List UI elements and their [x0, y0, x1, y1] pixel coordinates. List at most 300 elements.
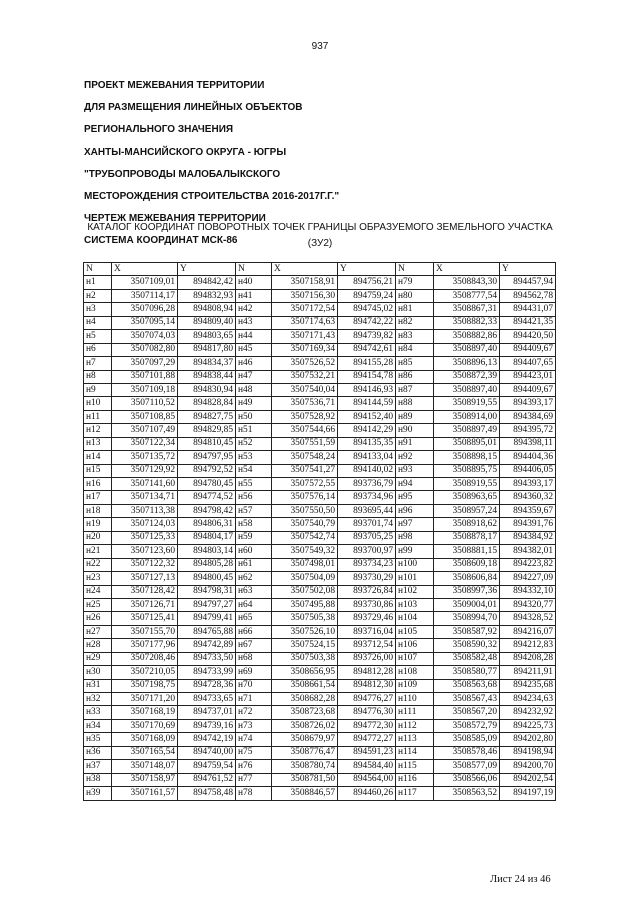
point-id-cell: н31	[84, 679, 112, 692]
table-row	[84, 397, 556, 410]
y-coordinate-cell: 894798,42	[178, 504, 236, 517]
table-row	[84, 719, 556, 732]
point-id-cell: н13	[84, 437, 112, 450]
caption-subtitle: (ЗУ2)	[307, 238, 333, 249]
point-id-cell: н115	[396, 760, 434, 773]
x-coordinate-cell: 3508606,84	[434, 572, 500, 585]
x-coordinate-cell: 3508843,30	[434, 276, 500, 289]
y-coordinate-cell: 894202,80	[500, 733, 556, 746]
table-row	[84, 316, 556, 329]
x-coordinate-cell: 3508919,55	[434, 478, 500, 491]
column-header: X	[434, 263, 500, 276]
page-number: 937	[311, 41, 329, 52]
point-id-cell: н2	[84, 289, 112, 302]
x-coordinate-cell: 3508957,24	[434, 504, 500, 517]
header-line: ХАНТЫ-МАНСИЙСКОГО ОКРУГА - ЮГРЫ	[84, 146, 287, 158]
table-row	[84, 773, 556, 786]
y-coordinate-cell: 894391,76	[500, 518, 556, 531]
y-coordinate-cell: 893726,84	[338, 585, 396, 598]
point-id-cell: н7	[84, 357, 112, 370]
x-coordinate-cell: 3507113,38	[112, 504, 178, 517]
y-coordinate-cell: 893730,29	[338, 572, 396, 585]
point-id-cell: н76	[236, 760, 272, 773]
y-coordinate-cell: 894803,65	[178, 330, 236, 343]
point-id-cell: н67	[236, 639, 272, 652]
y-coordinate-cell: 893734,23	[338, 558, 396, 571]
point-id-cell: н52	[236, 437, 272, 450]
y-coordinate-cell: 893712,54	[338, 639, 396, 652]
y-coordinate-cell: 894223,82	[500, 558, 556, 571]
header-line: ДЛЯ РАЗМЕЩЕНИЯ ЛИНЕЙНЫХ ОБЪЕКТОВ	[84, 102, 303, 114]
point-id-cell: н90	[396, 424, 434, 437]
point-id-cell: н3	[84, 303, 112, 316]
y-coordinate-cell: 893734,96	[338, 491, 396, 504]
table-row	[84, 276, 556, 289]
point-id-cell: н62	[236, 572, 272, 585]
point-id-cell: н55	[236, 478, 272, 491]
x-coordinate-cell: 3508897,40	[434, 383, 500, 396]
x-coordinate-cell: 3508776,47	[272, 746, 338, 759]
y-coordinate-cell: 894834,37	[178, 357, 236, 370]
point-id-cell: н114	[396, 746, 434, 759]
table-row	[84, 370, 556, 383]
y-coordinate-cell: 894742,89	[178, 639, 236, 652]
x-coordinate-cell: 3508566,06	[434, 773, 500, 786]
point-id-cell: н63	[236, 585, 272, 598]
point-id-cell: н93	[396, 464, 434, 477]
y-coordinate-cell: 894742,22	[338, 316, 396, 329]
point-id-cell: н88	[396, 397, 434, 410]
point-id-cell: н92	[396, 451, 434, 464]
point-id-cell: н89	[396, 410, 434, 423]
y-coordinate-cell: 893736,79	[338, 478, 396, 491]
table-row	[84, 478, 556, 491]
y-coordinate-cell: 894812,30	[338, 679, 396, 692]
sheet-number: Лист 24 из 46	[490, 874, 551, 885]
y-coordinate-cell: 894320,77	[500, 598, 556, 611]
column-header: N	[396, 263, 434, 276]
x-coordinate-cell: 3507495,88	[272, 598, 338, 611]
y-coordinate-cell: 894838,44	[178, 370, 236, 383]
point-id-cell: н29	[84, 652, 112, 665]
table-row	[84, 330, 556, 343]
point-id-cell: н43	[236, 316, 272, 329]
y-coordinate-cell: 894772,27	[338, 733, 396, 746]
x-coordinate-cell: 3507165,54	[112, 746, 178, 759]
y-coordinate-cell: 894232,92	[500, 706, 556, 719]
y-coordinate-cell: 894393,17	[500, 478, 556, 491]
y-coordinate-cell: 894808,94	[178, 303, 236, 316]
y-coordinate-cell: 894830,94	[178, 383, 236, 396]
point-id-cell: н25	[84, 598, 112, 611]
x-coordinate-cell: 3508723,68	[272, 706, 338, 719]
table-row	[84, 383, 556, 396]
y-coordinate-cell: 894780,45	[178, 478, 236, 491]
coordinates-table	[83, 262, 556, 801]
y-coordinate-cell: 894733,65	[178, 693, 236, 706]
point-id-cell: н20	[84, 531, 112, 544]
y-coordinate-cell: 893716,04	[338, 625, 396, 638]
point-id-cell: н36	[84, 746, 112, 759]
x-coordinate-cell: 3507524,15	[272, 639, 338, 652]
y-coordinate-cell: 894133,04	[338, 451, 396, 464]
y-coordinate-cell: 894798,31	[178, 585, 236, 598]
y-coordinate-cell: 893726,00	[338, 652, 396, 665]
x-coordinate-cell: 3508897,49	[434, 424, 500, 437]
y-coordinate-cell: 894457,94	[500, 276, 556, 289]
y-coordinate-cell: 894197,19	[500, 787, 556, 800]
x-coordinate-cell: 3508994,70	[434, 612, 500, 625]
y-coordinate-cell: 894761,52	[178, 773, 236, 786]
y-coordinate-cell: 894758,48	[178, 787, 236, 800]
x-coordinate-cell: 3507171,43	[272, 330, 338, 343]
x-coordinate-cell: 3507504,09	[272, 572, 338, 585]
x-coordinate-cell: 3507097,29	[112, 357, 178, 370]
point-id-cell: н101	[396, 572, 434, 585]
x-coordinate-cell: 3507532,21	[272, 370, 338, 383]
y-coordinate-cell: 894739,82	[338, 330, 396, 343]
point-id-cell: н108	[396, 666, 434, 679]
point-id-cell: н61	[236, 558, 272, 571]
y-coordinate-cell: 894227,09	[500, 572, 556, 585]
point-id-cell: н38	[84, 773, 112, 786]
point-id-cell: н15	[84, 464, 112, 477]
x-coordinate-cell: 3507540,04	[272, 383, 338, 396]
point-id-cell: н79	[396, 276, 434, 289]
point-id-cell: н103	[396, 598, 434, 611]
x-coordinate-cell: 3507101,88	[112, 370, 178, 383]
x-coordinate-cell: 3507125,41	[112, 612, 178, 625]
point-id-cell: н10	[84, 397, 112, 410]
x-coordinate-cell: 3508872,39	[434, 370, 500, 383]
x-coordinate-cell: 3508567,43	[434, 693, 500, 706]
x-coordinate-cell: 3507210,05	[112, 666, 178, 679]
table-row	[84, 303, 556, 316]
x-coordinate-cell: 3507128,42	[112, 585, 178, 598]
y-coordinate-cell: 894805,28	[178, 558, 236, 571]
table-row	[84, 464, 556, 477]
caption-title: КАТАЛОГ КООРДИНАТ ПОВОРОТНЫХ ТОЧЕК ГРАНИЦЫ ОБРАЗУЕМОГО ЗЕМЕЛЬНОГО УЧАСТКА	[87, 222, 553, 233]
point-id-cell: н81	[396, 303, 434, 316]
point-id-cell: н50	[236, 410, 272, 423]
x-coordinate-cell: 3508882,33	[434, 316, 500, 329]
table-header-row	[84, 263, 556, 276]
table-row	[84, 746, 556, 759]
table-row	[84, 410, 556, 423]
x-coordinate-cell: 3507126,71	[112, 598, 178, 611]
y-coordinate-cell: 893705,25	[338, 531, 396, 544]
point-id-cell: н78	[236, 787, 272, 800]
x-coordinate-cell: 3508780,74	[272, 760, 338, 773]
point-id-cell: н60	[236, 545, 272, 558]
y-coordinate-cell: 894740,00	[178, 746, 236, 759]
point-id-cell: н58	[236, 518, 272, 531]
table-row	[84, 760, 556, 773]
y-coordinate-cell: 894407,65	[500, 357, 556, 370]
x-coordinate-cell: 3508895,75	[434, 464, 500, 477]
point-id-cell: н32	[84, 693, 112, 706]
point-id-cell: н112	[396, 719, 434, 732]
y-coordinate-cell: 894234,63	[500, 693, 556, 706]
x-coordinate-cell: 3507156,30	[272, 289, 338, 302]
point-id-cell: н84	[396, 343, 434, 356]
point-id-cell: н9	[84, 383, 112, 396]
y-coordinate-cell: 894211,91	[500, 666, 556, 679]
y-coordinate-cell: 894803,14	[178, 545, 236, 558]
x-coordinate-cell: 3507541,27	[272, 464, 338, 477]
point-id-cell: н57	[236, 504, 272, 517]
column-header: Y	[338, 263, 396, 276]
point-id-cell: н83	[396, 330, 434, 343]
y-coordinate-cell: 894398,11	[500, 437, 556, 450]
x-coordinate-cell: 3508578,46	[434, 746, 500, 759]
y-coordinate-cell: 894759,24	[338, 289, 396, 302]
y-coordinate-cell: 894759,54	[178, 760, 236, 773]
y-coordinate-cell: 894144,59	[338, 397, 396, 410]
table-row	[84, 679, 556, 692]
y-coordinate-cell: 894360,32	[500, 491, 556, 504]
point-id-cell: н80	[396, 289, 434, 302]
x-coordinate-cell: 3507177,96	[112, 639, 178, 652]
x-coordinate-cell: 3508846,57	[272, 787, 338, 800]
x-coordinate-cell: 3508919,55	[434, 397, 500, 410]
y-coordinate-cell: 894742,19	[178, 733, 236, 746]
point-id-cell: н27	[84, 625, 112, 638]
x-coordinate-cell: 3508918,62	[434, 518, 500, 531]
y-coordinate-cell: 894584,40	[338, 760, 396, 773]
point-id-cell: н1	[84, 276, 112, 289]
y-coordinate-cell: 894591,23	[338, 746, 396, 759]
x-coordinate-cell: 3507576,14	[272, 491, 338, 504]
y-coordinate-cell: 894328,52	[500, 612, 556, 625]
point-id-cell: н11	[84, 410, 112, 423]
table-row	[84, 625, 556, 638]
table-caption	[60, 220, 580, 252]
header-line: МЕСТОРОЖДЕНИЯ СТРОИТЕЛЬСТВА 2016-2017Г.Г."	[84, 190, 340, 202]
x-coordinate-cell: 3508682,28	[272, 693, 338, 706]
table-row	[84, 787, 556, 800]
point-id-cell: н100	[396, 558, 434, 571]
point-id-cell: н65	[236, 612, 272, 625]
y-coordinate-cell: 894772,30	[338, 719, 396, 732]
y-coordinate-cell: 893695,44	[338, 504, 396, 517]
y-coordinate-cell: 894792,52	[178, 464, 236, 477]
column-header: X	[272, 263, 338, 276]
y-coordinate-cell: 894142,29	[338, 424, 396, 437]
point-id-cell: н113	[396, 733, 434, 746]
point-id-cell: н28	[84, 639, 112, 652]
table-row	[84, 572, 556, 585]
point-id-cell: н116	[396, 773, 434, 786]
point-id-cell: н51	[236, 424, 272, 437]
header-line: ЧЕРТЕЖ МЕЖЕВАНИЯ ТЕРРИТОРИИ	[84, 213, 266, 225]
x-coordinate-cell: 3507540,79	[272, 518, 338, 531]
x-coordinate-cell: 3507548,24	[272, 451, 338, 464]
column-header: Y	[500, 263, 556, 276]
y-coordinate-cell: 894154,78	[338, 370, 396, 383]
table-row	[84, 357, 556, 370]
point-id-cell: н12	[84, 424, 112, 437]
y-coordinate-cell: 894359,67	[500, 504, 556, 517]
table-row	[84, 598, 556, 611]
y-coordinate-cell: 894225,73	[500, 719, 556, 732]
x-coordinate-cell: 3507572,55	[272, 478, 338, 491]
point-id-cell: н6	[84, 343, 112, 356]
y-coordinate-cell: 894728,36	[178, 679, 236, 692]
table-row	[84, 424, 556, 437]
x-coordinate-cell: 3508867,31	[434, 303, 500, 316]
point-id-cell: н86	[396, 370, 434, 383]
y-coordinate-cell: 894198,94	[500, 746, 556, 759]
y-coordinate-cell: 894395,72	[500, 424, 556, 437]
y-coordinate-cell: 894776,30	[338, 706, 396, 719]
x-coordinate-cell: 3507502,08	[272, 585, 338, 598]
x-coordinate-cell: 3508897,40	[434, 343, 500, 356]
x-coordinate-cell: 3508661,54	[272, 679, 338, 692]
y-coordinate-cell: 894799,41	[178, 612, 236, 625]
x-coordinate-cell: 3507170,69	[112, 719, 178, 732]
point-id-cell: н82	[396, 316, 434, 329]
y-coordinate-cell: 894829,85	[178, 424, 236, 437]
point-id-cell: н4	[84, 316, 112, 329]
y-coordinate-cell: 894393,17	[500, 397, 556, 410]
y-coordinate-cell: 894404,36	[500, 451, 556, 464]
y-coordinate-cell: 894733,99	[178, 666, 236, 679]
y-coordinate-cell: 894409,67	[500, 383, 556, 396]
x-coordinate-cell: 3507505,38	[272, 612, 338, 625]
point-id-cell: н69	[236, 666, 272, 679]
x-coordinate-cell: 3508881,15	[434, 545, 500, 558]
x-coordinate-cell: 3507550,50	[272, 504, 338, 517]
table-row	[84, 437, 556, 450]
column-header: N	[84, 263, 112, 276]
point-id-cell: н23	[84, 572, 112, 585]
y-coordinate-cell: 894739,16	[178, 719, 236, 732]
table-row	[84, 652, 556, 665]
x-coordinate-cell: 3507208,46	[112, 652, 178, 665]
point-id-cell: н14	[84, 451, 112, 464]
x-coordinate-cell: 3509004,01	[434, 598, 500, 611]
point-id-cell: н5	[84, 330, 112, 343]
table-row	[84, 558, 556, 571]
y-coordinate-cell: 894817,80	[178, 343, 236, 356]
y-coordinate-cell: 894804,17	[178, 531, 236, 544]
x-coordinate-cell: 3507074,03	[112, 330, 178, 343]
x-coordinate-cell: 3507168,09	[112, 733, 178, 746]
x-coordinate-cell: 3507169,34	[272, 343, 338, 356]
y-coordinate-cell: 894797,27	[178, 598, 236, 611]
point-id-cell: н91	[396, 437, 434, 450]
point-id-cell: н53	[236, 451, 272, 464]
x-coordinate-cell: 3507528,92	[272, 410, 338, 423]
y-coordinate-cell: 894742,61	[338, 343, 396, 356]
x-coordinate-cell: 3507110,52	[112, 397, 178, 410]
x-coordinate-cell: 3508895,01	[434, 437, 500, 450]
y-coordinate-cell: 894776,27	[338, 693, 396, 706]
point-id-cell: н39	[84, 787, 112, 800]
y-coordinate-cell: 894562,78	[500, 289, 556, 302]
y-coordinate-cell: 894200,70	[500, 760, 556, 773]
x-coordinate-cell: 3507096,28	[112, 303, 178, 316]
y-coordinate-cell: 894202,54	[500, 773, 556, 786]
point-id-cell: н95	[396, 491, 434, 504]
y-coordinate-cell: 894564,00	[338, 773, 396, 786]
x-coordinate-cell: 3507171,20	[112, 693, 178, 706]
point-id-cell: н70	[236, 679, 272, 692]
x-coordinate-cell: 3507503,38	[272, 652, 338, 665]
x-coordinate-cell: 3507125,33	[112, 531, 178, 544]
y-coordinate-cell: 894827,75	[178, 410, 236, 423]
y-coordinate-cell: 894152,40	[338, 410, 396, 423]
x-coordinate-cell: 3507127,13	[112, 572, 178, 585]
y-coordinate-cell: 894140,02	[338, 464, 396, 477]
point-id-cell: н72	[236, 706, 272, 719]
point-id-cell: н18	[84, 504, 112, 517]
point-id-cell: н42	[236, 303, 272, 316]
x-coordinate-cell: 3507174,63	[272, 316, 338, 329]
y-coordinate-cell: 893730,86	[338, 598, 396, 611]
point-id-cell: н17	[84, 491, 112, 504]
point-id-cell: н54	[236, 464, 272, 477]
y-coordinate-cell: 893729,46	[338, 612, 396, 625]
point-id-cell: н99	[396, 545, 434, 558]
x-coordinate-cell: 3507109,01	[112, 276, 178, 289]
y-coordinate-cell: 893700,97	[338, 545, 396, 558]
point-id-cell: н37	[84, 760, 112, 773]
y-coordinate-cell: 894155,28	[338, 357, 396, 370]
x-coordinate-cell: 3508963,65	[434, 491, 500, 504]
point-id-cell: н64	[236, 598, 272, 611]
point-id-cell: н66	[236, 625, 272, 638]
y-coordinate-cell: 894208,28	[500, 652, 556, 665]
x-coordinate-cell: 3507108,85	[112, 410, 178, 423]
x-coordinate-cell: 3508997,36	[434, 585, 500, 598]
x-coordinate-cell: 3507114,17	[112, 289, 178, 302]
header-line: "ТРУБОПРОВОДЫ МАЛОБАЛЫКСКОГО	[84, 168, 281, 180]
point-id-cell: н33	[84, 706, 112, 719]
y-coordinate-cell: 894810,45	[178, 437, 236, 450]
column-header: N	[236, 263, 272, 276]
point-id-cell: н75	[236, 746, 272, 759]
y-coordinate-cell: 894431,07	[500, 303, 556, 316]
table-row	[84, 343, 556, 356]
y-coordinate-cell: 894384,92	[500, 531, 556, 544]
x-coordinate-cell: 3508563,68	[434, 679, 500, 692]
point-id-cell: н77	[236, 773, 272, 786]
x-coordinate-cell: 3507109,18	[112, 383, 178, 396]
point-id-cell: н35	[84, 733, 112, 746]
x-coordinate-cell: 3508656,95	[272, 666, 338, 679]
x-coordinate-cell: 3507148,07	[112, 760, 178, 773]
x-coordinate-cell: 3508777,54	[434, 289, 500, 302]
x-coordinate-cell: 3507155,70	[112, 625, 178, 638]
table-row	[84, 706, 556, 719]
point-id-cell: н111	[396, 706, 434, 719]
point-id-cell: н94	[396, 478, 434, 491]
point-id-cell: н26	[84, 612, 112, 625]
y-coordinate-cell: 894135,35	[338, 437, 396, 450]
x-coordinate-cell: 3507544,66	[272, 424, 338, 437]
table-row	[84, 504, 556, 517]
table-row	[84, 585, 556, 598]
y-coordinate-cell: 894774,52	[178, 491, 236, 504]
y-coordinate-cell: 894460,26	[338, 787, 396, 800]
x-coordinate-cell: 3508563,52	[434, 787, 500, 800]
x-coordinate-cell: 3507158,97	[112, 773, 178, 786]
y-coordinate-cell: 894421,35	[500, 316, 556, 329]
point-id-cell: н48	[236, 383, 272, 396]
point-id-cell: н49	[236, 397, 272, 410]
